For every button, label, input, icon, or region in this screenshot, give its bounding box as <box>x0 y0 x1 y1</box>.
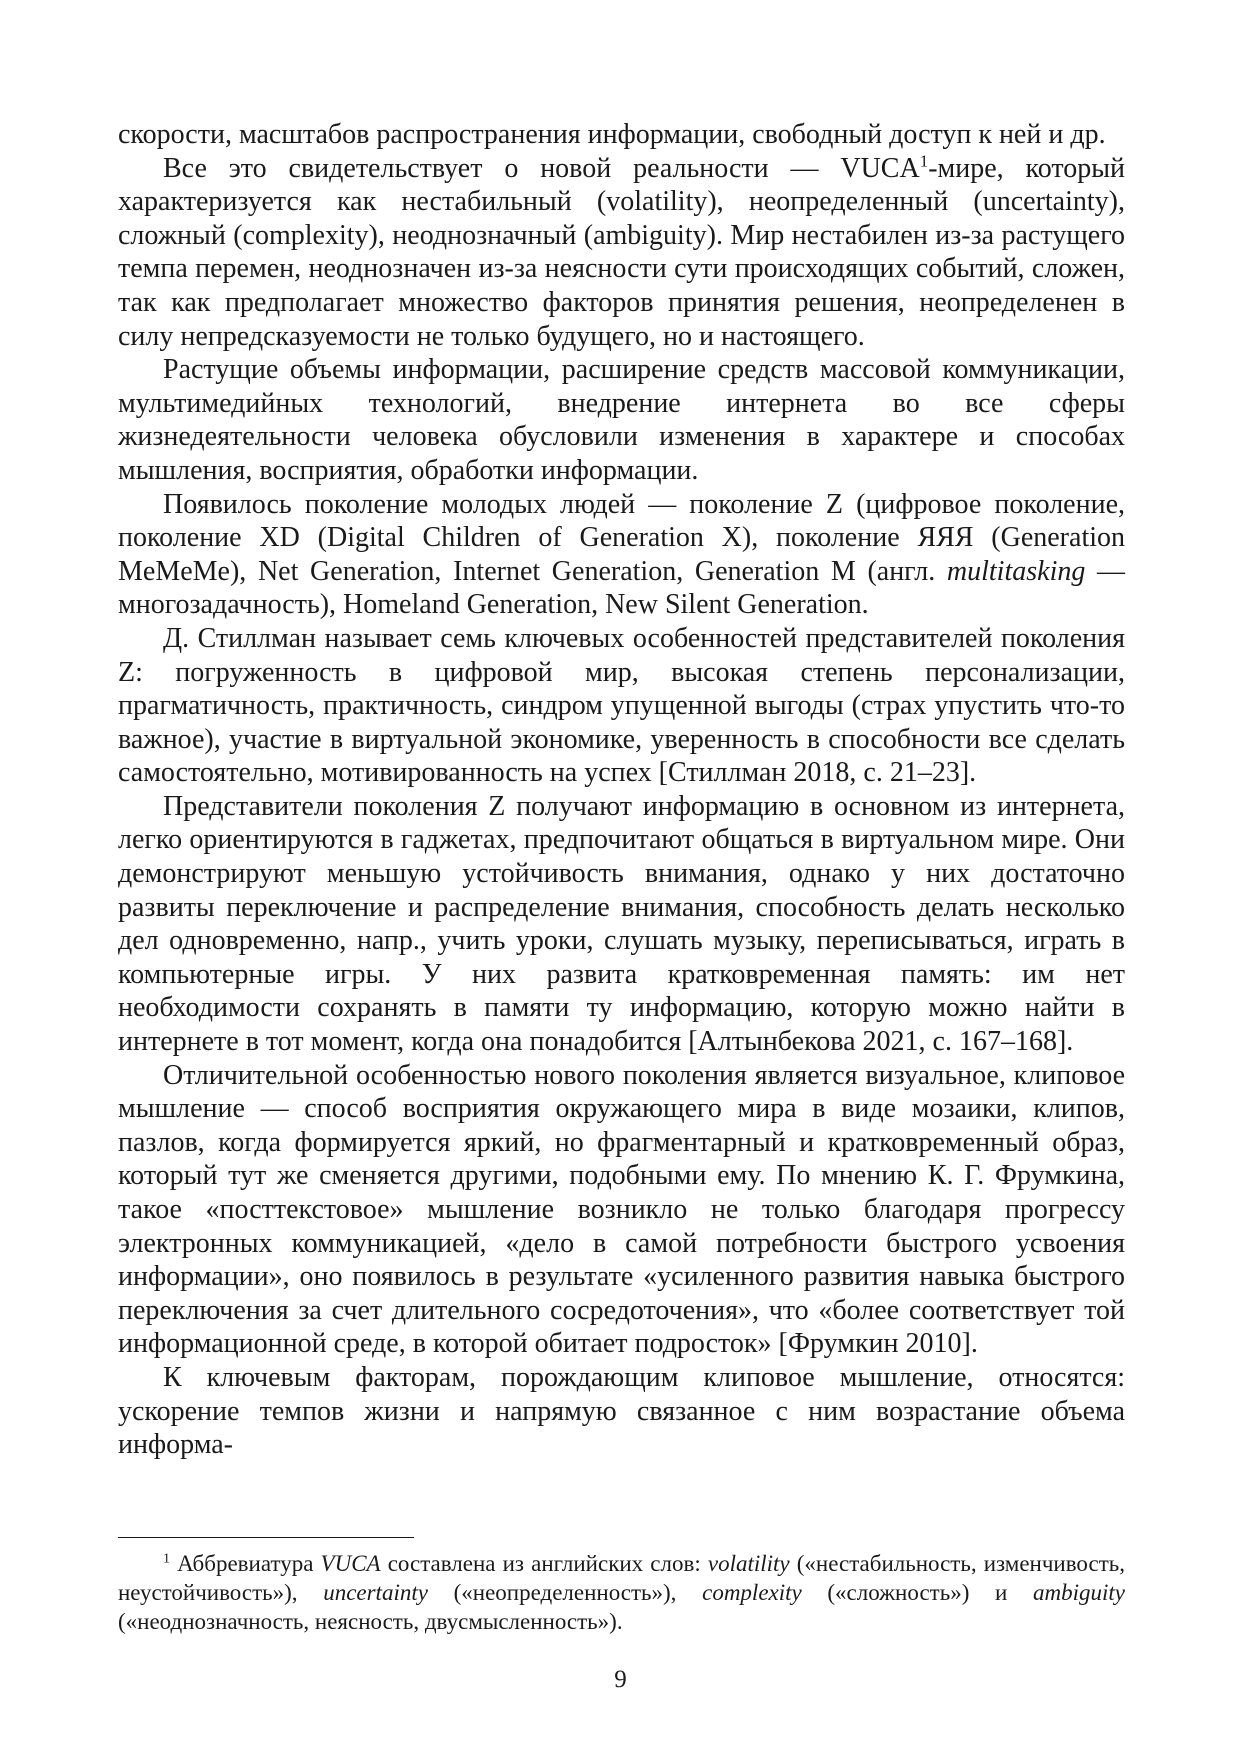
footnote-marker: 1 <box>163 1551 170 1567</box>
page-number: 9 <box>614 1666 627 1693</box>
footnote-separator <box>118 1537 414 1538</box>
footnote-text <box>118 1549 1125 1636</box>
paragraph-6: Представители поколения Z получают информацию в основном из интернета, легко ориентируются в гаджетах, предпочитают общаться в виртуальном мире. Они демонстрируют меньшую устойчивость внимания, однако у них достаточно развиты переключение и распределение внимания, способность делать несколько дел одновременно, напр., учить уроки, слушать музыку, переписываться, играть в компьютерные игры. У них развита кратковременная память: им нет необходимости сохранять в памяти ту информацию, которую можно найти в интернете в тот момент, когда она понадобится [Алтынбекова 2021, с. 167–168]. <box>118 790 1125 1058</box>
main-text <box>118 118 1125 1462</box>
footnote-text-6: («неоднозначность, неясность, двусмысленность»). <box>118 1609 623 1634</box>
footnote-ref: 1 <box>919 151 929 171</box>
paragraph-4 <box>118 488 1125 622</box>
paragraph-2 <box>118 152 1125 354</box>
footnote-italic-2: volatility <box>707 1551 790 1576</box>
footnote <box>118 1549 1125 1636</box>
paragraph-2-text-b: -мире, который характеризуется как нестабильный (volatility), неопределенный (uncertainty), сложный (complexity), неоднозначный (ambiguity). Мир нестабилен из-за растущего темпа перемен, неоднозначен из-за неясности сути происходящих событий, сложен, так как предполагает множество факторов принятия решения, неопределенен в силу непредсказуемости не только будущего, но и настоящего. <box>118 152 1125 352</box>
paragraph-4-text-a: Появилось поколение молодых людей — поколение Z (цифровое поколение, поколение XD (Digital Children of Generation X), поколение ЯЯЯ (Generation MeMeMe), Net Generation, Internet Generation, Generation M (англ. <box>118 488 1125 587</box>
paragraph-4-text-b: — многозадачность), Homeland Generation, New Silent Generation. <box>118 555 1126 621</box>
footnote-text-4: («неопределенность»), <box>427 1580 703 1605</box>
footnote-text-1: Аббревиатура <box>170 1551 321 1576</box>
footnote-text-5: («сложность») и <box>801 1580 1033 1605</box>
footnote-text-2: составлена из английских слов: <box>380 1551 708 1576</box>
paragraph-1: скорости, масштабов распространения информации, свободный доступ к ней и др. <box>118 119 1106 150</box>
footnote-italic-4: complexity <box>702 1580 802 1605</box>
footnote-text-3: («нестабильность, изменчивость, неустойчивость»), <box>118 1551 1125 1605</box>
paragraph-8: К ключевым факторам, порождающим клиповое мышление, относятся: ускорение темпов жизни и напрямую связанное с ним возрастание объема информа- <box>118 1361 1125 1461</box>
paragraph-2-text-a: Все это свидетельствует о новой реальности — VUCA <box>163 152 920 184</box>
footnote-italic-1: VUCA <box>320 1551 381 1576</box>
footnote-italic-5: ambiguity <box>1033 1580 1125 1605</box>
paragraph-3: Растущие объемы информации, расширение средств массовой коммуникации, мультимедийных технологий, внедрение интернета во все сферы жизнедеятельности человека обусловили изменения в характере и способах мышления, восприятия, обработки информации. <box>118 354 1125 486</box>
paragraph-5: Д. Стиллман называет семь ключевых особенностей представителей поколения Z: погруженность в цифровой мир, высокая степень персонализации, прагматичность, практичность, синдром упущенной выгоды (страх упустить что-то важное), участие в виртуальной экономике, уверенность в способности все сделать самостоятельно, мотивированность на успех [Стиллман 2018, с. 21–23]. <box>118 622 1125 789</box>
paragraph-7: Отличительной особенностью нового поколения является визуальное, клиповое мышление — способ восприятия окружающего мира в виде мозаики, клипов, пазлов, когда формируется яркий, но фрагментарный и кратковременный образ, который тут же сменяется другими, подобными ему. По мнению К. Г. Фрумкина, такое «посттекстовое» мышление возникло не только благодаря прогрессу электронных коммуникацией, «дело в самой потребности быстрого усвоения информации», оно появилось в результате «усиленного развития навыка быстрого переключения за счет длительного сосредоточения», что «более соответствует той информационной среде, в которой обитает подросток» [Фрумкин 2010]. <box>118 1059 1125 1360</box>
footnote-italic-3: uncertainty <box>323 1580 428 1605</box>
paragraph-4-italic: multitasking <box>946 555 1086 587</box>
